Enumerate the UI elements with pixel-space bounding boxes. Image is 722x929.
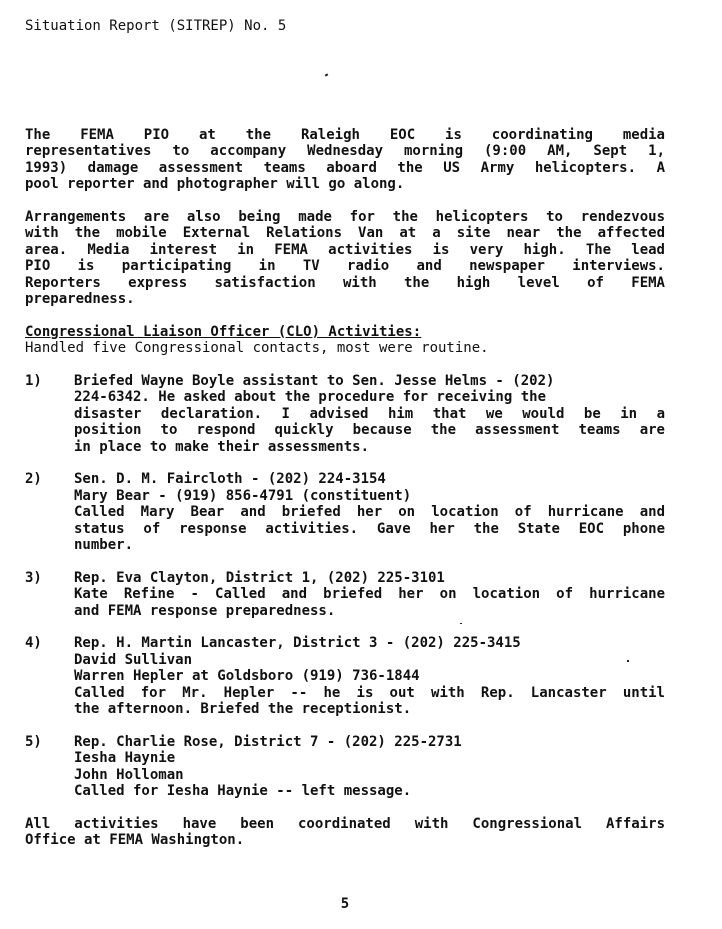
text-line: The FEMA PIO at the Raleigh EOC is coordinating media (25, 126, 665, 143)
text-line: status of response activities. Gave her the State EOC phone (74, 520, 665, 537)
text-line: Called for Iesha Haynie -- left message. (74, 783, 412, 799)
item-number: 1) (25, 372, 42, 389)
text-line: representatives to accompany Wednesday morning (9:00 AM, Sept 1, (25, 143, 665, 159)
scan-speck (627, 660, 629, 662)
text-line: Called Mary Bear and briefed her on location of hurricane and (74, 504, 665, 520)
item-number: 5) (25, 733, 42, 750)
text-line: area. Media interest in FEMA activities is very high. The lead (25, 241, 665, 258)
text-line: disaster declaration. I advised him that we would be in a (74, 405, 665, 422)
paragraph-media (25, 127, 665, 193)
text-line: with the mobile External Relations Van at a site near the affected (25, 225, 665, 241)
text-line: number. (74, 537, 134, 553)
clo-section (25, 324, 665, 357)
text-line: position to respond quickly because the assessment teams are (74, 422, 665, 438)
scan-speck (460, 623, 462, 624)
text-line: in place to make their assessments. (74, 438, 370, 455)
report-title: Situation Report (SITREP) No. 5 (25, 18, 287, 34)
text-line: Kate Refine - Called and briefed her on location of hurricane (74, 586, 665, 602)
list-item (25, 734, 665, 800)
document-page (25, 18, 665, 849)
text-line: preparedness. (25, 291, 135, 307)
text-line: Called for Mr. Hepler -- he is out with Rep. Lancaster until (74, 684, 665, 701)
text-line: Arrangements are also being made for the helicopters to rendezvous (25, 208, 665, 225)
text-line: Reporters express satisfaction with the high level of FEMA (25, 274, 665, 291)
item-number: 3) (25, 569, 42, 586)
text-line: John Holloman (74, 766, 184, 783)
item-number: 2) (25, 471, 42, 487)
text-line: Rep. Eva Clayton, District 1, (202) 225-3101 (74, 569, 445, 586)
clo-summary: Handled five Congressional contacts, most were routine. (25, 340, 489, 356)
text-line: and FEMA response preparedness. (74, 602, 336, 619)
text-line: Warren Hepler at Goldsboro (919) 736-1844 (74, 668, 420, 684)
text-line: All activities have been coordinated with Congressional Affairs (25, 815, 665, 832)
text-line: Mary Bear - (919) 856-4791 (constituent) (74, 487, 412, 504)
clo-heading: Congressional Liaison Officer (CLO) Activities: (25, 323, 422, 340)
text-line: Rep. H. Martin Lancaster, District 3 - (202) 225-3415 (74, 635, 521, 651)
closing-paragraph (25, 816, 665, 849)
paragraph-arrangements (25, 209, 665, 308)
list-item (25, 570, 665, 620)
text-line: Iesha Haynie (74, 750, 176, 766)
item-number: 4) (25, 635, 42, 651)
text-line: the afternoon. Briefed the receptionist. (74, 701, 412, 717)
text-line: Sen. D. M. Faircloth - (202) 224-3154 (74, 471, 386, 487)
text-line: David Sullivan (74, 651, 193, 668)
page-number: 5 (340, 896, 350, 912)
text-line: pool reporter and photographer will go along. (25, 176, 405, 192)
text-line: 224-6342. He asked about the procedure for receiving the (74, 389, 547, 405)
text-line: PIO is participating in TV radio and newspaper interviews. (25, 258, 665, 274)
list-item (25, 471, 665, 554)
text-line: Office at FEMA Washington. (25, 832, 245, 848)
list-item (25, 635, 665, 718)
text-line: 1993) damage assessment teams aboard the US Army helicopters. A (25, 159, 665, 176)
text-line: Rep. Charlie Rose, District 7 - (202) 225-2731 (74, 733, 462, 750)
list-item (25, 373, 665, 456)
text-line: Briefed Wayne Boyle assistant to Sen. Jesse Helms - (202) (74, 372, 555, 389)
